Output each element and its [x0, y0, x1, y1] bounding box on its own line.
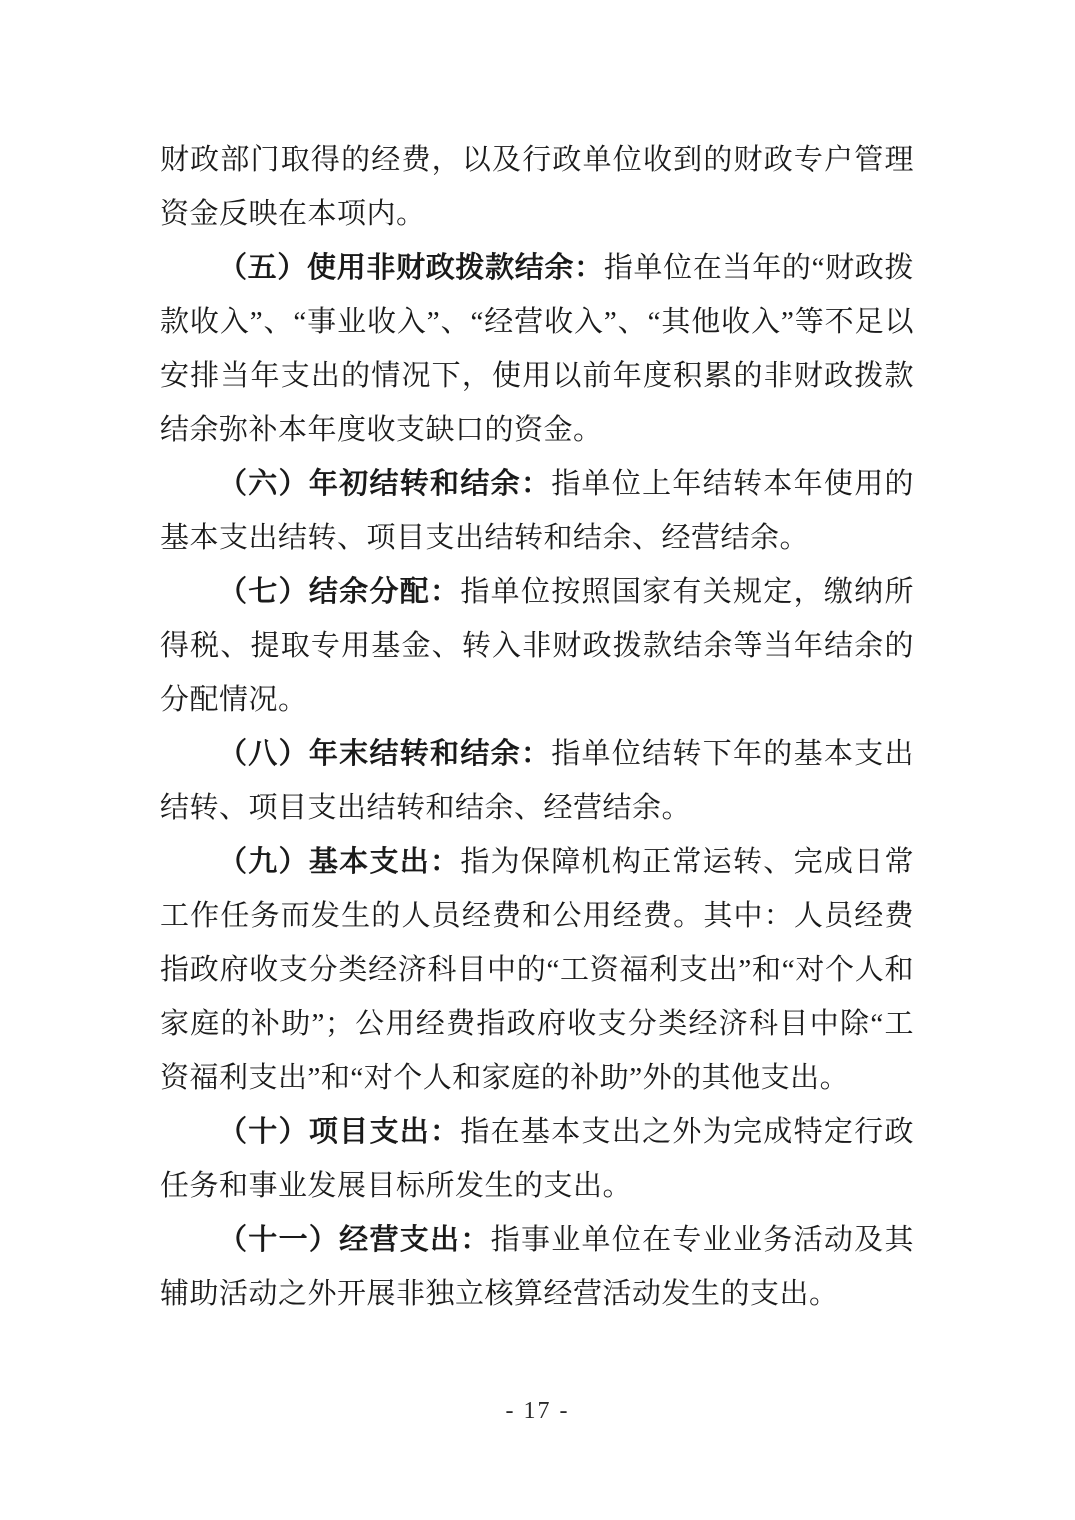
para-11-operating-expenditure [160, 1213, 914, 1321]
para-text: 指单位上年结转本年使用的基本支出结转、项目支出结转和结余、经营结余。 [160, 468, 914, 554]
para-text: 指单位按照国家有关规定，缴纳所得税、提取专用基金、转入非财政拨款结余等当年结余的分配情况。 [160, 576, 914, 716]
para-10-project-expenditure [160, 1105, 914, 1213]
para-text: 指单位在当年的“财政拨款收入”、“事业收入”、“经营收入”、“其他收入”等不足以安排当年支出的情况下，使用以前年度积累的非财政拨款结余弥补本年度收支缺口的资金。 [160, 252, 914, 446]
page-number: - 17 - [505, 1398, 570, 1424]
para-7-surplus-distribution [160, 565, 914, 727]
para-heading: （六）年初结转和结余： [218, 468, 552, 500]
para-heading: （九）基本支出： [218, 846, 461, 878]
para-text: 指在基本支出之外为完成特定行政任务和事业发展目标所发生的支出。 [160, 1116, 914, 1202]
para-text: 指单位结转下年的基本支出结转、项目支出结转和结余、经营结余。 [160, 738, 914, 824]
para-8-year-end-carryover [160, 727, 914, 835]
para-6-beginning-year-carryover [160, 457, 914, 565]
para-heading: （八）年末结转和结余： [218, 738, 552, 770]
para-heading: （十一）经营支出： [218, 1224, 491, 1256]
para-5-use-of-non-fiscal-carryover [160, 241, 914, 457]
para-continuation-fiscal-allocation-income [160, 133, 914, 241]
para-heading: （十）项目支出： [218, 1116, 461, 1148]
para-text: 指事业单位在专业业务活动及其辅助活动之外开展非独立核算经营活动发生的支出。 [160, 1224, 914, 1310]
para-9-basic-expenditure [160, 835, 914, 1105]
para-heading: （五）使用非财政拨款结余： [218, 252, 604, 284]
para-text: 财政部门取得的经费，以及行政单位收到的财政专户管理资金反映在本项内。 [160, 144, 914, 230]
document-body [160, 133, 914, 1321]
para-text: 指为保障机构正常运转、完成日常工作任务而发生的人员经费和公用经费。其中：人员经费指政府收支分类经济科目中的“工资福利支出”和“对个人和家庭的补助”；公用经费指政府收支分类经济科目中除“工资福利支出”和“对个人和家庭的补助”外的其他支出。 [160, 846, 914, 1094]
para-heading: （七）结余分配： [218, 576, 461, 608]
